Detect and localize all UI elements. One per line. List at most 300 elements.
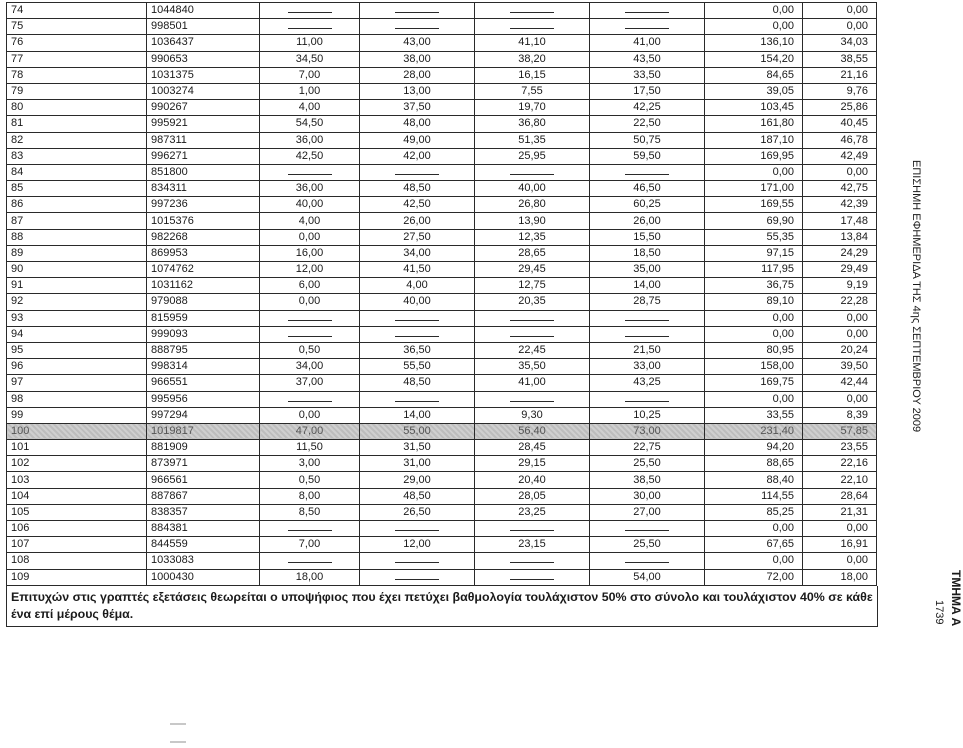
blank-score-line	[288, 521, 332, 531]
candidate-id: 996271	[147, 148, 260, 164]
average-score: 0,00	[803, 3, 877, 19]
blank-score-line	[625, 19, 669, 29]
score-topic-4: 41,00	[590, 35, 705, 51]
table-row	[7, 51, 877, 67]
table-row	[7, 229, 877, 245]
blank-score-line	[625, 327, 669, 337]
score-topic-1: 0,50	[260, 342, 360, 358]
total-score: 0,00	[705, 19, 803, 35]
score-topic-4: 46,50	[590, 181, 705, 197]
table-row	[7, 19, 877, 35]
score-topic-2: 14,00	[360, 407, 475, 423]
blank-score-line	[510, 3, 554, 13]
row-number: 86	[7, 197, 147, 213]
average-score: 40,45	[803, 116, 877, 132]
candidate-id: 982268	[147, 229, 260, 245]
score-topic-1: 11,50	[260, 440, 360, 456]
score-topic-4	[590, 310, 705, 326]
score-topic-2: 55,50	[360, 359, 475, 375]
score-topic-3: 23,25	[475, 504, 590, 520]
score-topic-2: 4,00	[360, 278, 475, 294]
candidate-id: 884381	[147, 521, 260, 537]
section-label: ΤΜΗΜΑ Α	[949, 570, 963, 627]
blank-score-line	[395, 311, 439, 321]
score-topic-2: 31,00	[360, 456, 475, 472]
candidate-id: 1015376	[147, 213, 260, 229]
score-topic-2	[360, 164, 475, 180]
row-number: 99	[7, 407, 147, 423]
total-score: 88,65	[705, 456, 803, 472]
candidate-id: 844559	[147, 537, 260, 553]
total-score: 0,00	[705, 310, 803, 326]
score-topic-1: 16,00	[260, 245, 360, 261]
blank-score-line	[625, 553, 669, 563]
blank-score-line	[395, 392, 439, 402]
total-score: 103,45	[705, 100, 803, 116]
score-topic-1: 8,00	[260, 488, 360, 504]
table-row	[7, 537, 877, 553]
candidate-id: 997294	[147, 407, 260, 423]
average-score: 16,91	[803, 537, 877, 553]
table-row	[7, 100, 877, 116]
blank-score-line	[395, 570, 439, 580]
row-number: 109	[7, 569, 147, 585]
candidate-id: 966561	[147, 472, 260, 488]
blank-score-line	[288, 311, 332, 321]
blank-score-line	[288, 392, 332, 402]
table-row	[7, 148, 877, 164]
score-topic-3: 28,05	[475, 488, 590, 504]
row-number: 93	[7, 310, 147, 326]
score-topic-1: 34,50	[260, 51, 360, 67]
candidate-id: 1031375	[147, 67, 260, 83]
score-topic-1: 1,00	[260, 83, 360, 99]
table-row	[7, 391, 877, 407]
row-number: 80	[7, 100, 147, 116]
blank-score-line	[510, 19, 554, 29]
average-score: 24,29	[803, 245, 877, 261]
score-topic-1: 12,00	[260, 262, 360, 278]
row-number: 87	[7, 213, 147, 229]
blank-score-line	[625, 165, 669, 175]
candidate-id: 966551	[147, 375, 260, 391]
row-number: 81	[7, 116, 147, 132]
blank-score-line	[288, 165, 332, 175]
row-number: 83	[7, 148, 147, 164]
score-topic-4: 17,50	[590, 83, 705, 99]
row-number: 77	[7, 51, 147, 67]
table-row	[7, 423, 877, 439]
total-score: 72,00	[705, 569, 803, 585]
total-score: 0,00	[705, 553, 803, 569]
average-score: 42,44	[803, 375, 877, 391]
score-topic-3	[475, 19, 590, 35]
results-sheet	[6, 2, 876, 627]
score-topic-4: 22,50	[590, 116, 705, 132]
blank-score-line	[510, 553, 554, 563]
average-score: 0,00	[803, 553, 877, 569]
table-row	[7, 472, 877, 488]
table-row	[7, 342, 877, 358]
candidate-id: 995956	[147, 391, 260, 407]
score-topic-4: 28,75	[590, 294, 705, 310]
score-topic-2: 34,00	[360, 245, 475, 261]
score-topic-2: 36,50	[360, 342, 475, 358]
row-number: 104	[7, 488, 147, 504]
total-score: 158,00	[705, 359, 803, 375]
score-topic-3	[475, 553, 590, 569]
score-topic-4	[590, 164, 705, 180]
average-score: 17,48	[803, 213, 877, 229]
average-score: 9,19	[803, 278, 877, 294]
score-topic-4	[590, 3, 705, 19]
blank-score-line	[395, 521, 439, 531]
table-row	[7, 407, 877, 423]
score-topic-4	[590, 391, 705, 407]
total-score: 231,40	[705, 423, 803, 439]
score-topic-2: 28,00	[360, 67, 475, 83]
average-score: 18,00	[803, 569, 877, 585]
total-score: 0,00	[705, 3, 803, 19]
total-score: 69,90	[705, 213, 803, 229]
score-topic-1	[260, 521, 360, 537]
score-topic-4: 33,50	[590, 67, 705, 83]
table-row	[7, 213, 877, 229]
row-number: 91	[7, 278, 147, 294]
score-topic-4: 42,25	[590, 100, 705, 116]
score-topic-1: 7,00	[260, 67, 360, 83]
total-score: 169,55	[705, 197, 803, 213]
average-score: 22,16	[803, 456, 877, 472]
table-row	[7, 456, 877, 472]
total-score: 161,80	[705, 116, 803, 132]
score-topic-1	[260, 391, 360, 407]
score-topic-1: 0,00	[260, 294, 360, 310]
candidate-id: 873971	[147, 456, 260, 472]
total-score: 169,75	[705, 375, 803, 391]
score-topic-3: 19,70	[475, 100, 590, 116]
score-topic-4	[590, 19, 705, 35]
score-topic-4: 38,50	[590, 472, 705, 488]
score-topic-3: 29,45	[475, 262, 590, 278]
score-topic-1: 4,00	[260, 100, 360, 116]
total-score: 33,55	[705, 407, 803, 423]
score-topic-2	[360, 553, 475, 569]
table-row	[7, 262, 877, 278]
score-topic-2: 42,00	[360, 148, 475, 164]
average-score: 34,03	[803, 35, 877, 51]
row-number: 79	[7, 83, 147, 99]
total-score: 0,00	[705, 391, 803, 407]
score-topic-2	[360, 391, 475, 407]
table-row	[7, 359, 877, 375]
score-topic-1: 7,00	[260, 537, 360, 553]
total-score: 0,00	[705, 521, 803, 537]
score-topic-4: 15,50	[590, 229, 705, 245]
row-number: 100	[7, 423, 147, 439]
total-score: 94,20	[705, 440, 803, 456]
average-score: 25,86	[803, 100, 877, 116]
average-score: 39,50	[803, 359, 877, 375]
candidate-id: 998314	[147, 359, 260, 375]
table-row	[7, 245, 877, 261]
score-topic-2: 12,00	[360, 537, 475, 553]
average-score: 22,10	[803, 472, 877, 488]
score-topic-2: 55,00	[360, 423, 475, 439]
score-topic-2	[360, 310, 475, 326]
blank-score-line	[288, 553, 332, 563]
score-topic-4: 21,50	[590, 342, 705, 358]
score-topic-4	[590, 521, 705, 537]
total-score: 39,05	[705, 83, 803, 99]
score-topic-3: 51,35	[475, 132, 590, 148]
total-score: 88,40	[705, 472, 803, 488]
score-topic-3: 12,35	[475, 229, 590, 245]
score-topic-3: 13,90	[475, 213, 590, 229]
row-number: 107	[7, 537, 147, 553]
score-topic-4: 33,00	[590, 359, 705, 375]
total-score: 85,25	[705, 504, 803, 520]
blank-score-line	[510, 311, 554, 321]
score-topic-1: 54,50	[260, 116, 360, 132]
score-topic-1	[260, 19, 360, 35]
candidate-id: 987311	[147, 132, 260, 148]
score-topic-2	[360, 521, 475, 537]
score-topic-3: 20,40	[475, 472, 590, 488]
candidate-id: 1033083	[147, 553, 260, 569]
average-score: 23,55	[803, 440, 877, 456]
blank-score-line	[395, 165, 439, 175]
blank-score-line	[288, 3, 332, 13]
table-row	[7, 326, 877, 342]
score-topic-3: 41,10	[475, 35, 590, 51]
score-topic-1: 4,00	[260, 213, 360, 229]
row-number: 94	[7, 326, 147, 342]
score-topic-2: 40,00	[360, 294, 475, 310]
score-topic-1	[260, 326, 360, 342]
total-score: 36,75	[705, 278, 803, 294]
score-topic-2: 38,00	[360, 51, 475, 67]
row-number: 96	[7, 359, 147, 375]
candidate-id: 998501	[147, 19, 260, 35]
score-topic-1: 42,50	[260, 148, 360, 164]
score-topic-4: 43,25	[590, 375, 705, 391]
score-topic-2: 48,50	[360, 181, 475, 197]
row-number: 105	[7, 504, 147, 520]
score-topic-3	[475, 569, 590, 585]
average-score: 8,39	[803, 407, 877, 423]
candidate-id: 1019817	[147, 423, 260, 439]
score-topic-3	[475, 164, 590, 180]
score-topic-4: 25,50	[590, 537, 705, 553]
score-topic-1	[260, 3, 360, 19]
table-row	[7, 132, 877, 148]
score-topic-3: 36,80	[475, 116, 590, 132]
score-topic-3: 28,45	[475, 440, 590, 456]
blank-score-line	[625, 392, 669, 402]
average-score: 22,28	[803, 294, 877, 310]
success-criteria-note: Επιτυχών στις γραπτές εξετάσεις θεωρείται ο υποψήφιος που έχει πετύχει βαθμολογία τουλάχιστον 50% στο σύνολο και τουλάχιστον 40% σε κάθε ένα επί μέρους θέμα.	[6, 586, 878, 627]
total-score: 169,95	[705, 148, 803, 164]
candidate-id: 1031162	[147, 278, 260, 294]
score-topic-4: 59,50	[590, 148, 705, 164]
table-row	[7, 488, 877, 504]
table-row	[7, 164, 877, 180]
row-number: 103	[7, 472, 147, 488]
total-score: 84,65	[705, 67, 803, 83]
score-topic-2: 48,50	[360, 375, 475, 391]
row-number: 102	[7, 456, 147, 472]
candidate-id: 869953	[147, 245, 260, 261]
total-score: 0,00	[705, 164, 803, 180]
gazette-title: ΕΠΙΣΗΜΗ ΕΦΗΜΕΡΙΔΑ ΤΗΣ 4ης ΣΕΠΤΕΜΒΡΙΟΥ 2009	[910, 160, 922, 433]
table-row	[7, 310, 877, 326]
score-topic-1: 34,00	[260, 359, 360, 375]
table-row	[7, 521, 877, 537]
row-number: 108	[7, 553, 147, 569]
score-topic-3: 22,45	[475, 342, 590, 358]
score-topic-4: 73,00	[590, 423, 705, 439]
score-topic-3: 56,40	[475, 423, 590, 439]
average-score: 20,24	[803, 342, 877, 358]
score-topic-1: 40,00	[260, 197, 360, 213]
score-topic-2: 41,50	[360, 262, 475, 278]
results-table	[6, 2, 877, 586]
total-score: 80,95	[705, 342, 803, 358]
score-topic-2: 48,50	[360, 488, 475, 504]
total-score: 187,10	[705, 132, 803, 148]
results-table-body	[7, 3, 877, 586]
table-row	[7, 553, 877, 569]
blank-score-line	[288, 19, 332, 29]
table-row	[7, 278, 877, 294]
page-number: 1739	[933, 600, 945, 625]
score-topic-3: 40,00	[475, 181, 590, 197]
candidate-id: 888795	[147, 342, 260, 358]
score-topic-3	[475, 521, 590, 537]
score-topic-3	[475, 310, 590, 326]
blank-score-line	[510, 327, 554, 337]
score-topic-1: 0,50	[260, 472, 360, 488]
table-row	[7, 294, 877, 310]
score-topic-3	[475, 326, 590, 342]
score-topic-1	[260, 164, 360, 180]
score-topic-1: 11,00	[260, 35, 360, 51]
average-score: 28,64	[803, 488, 877, 504]
table-row	[7, 197, 877, 213]
blank-score-line	[288, 327, 332, 337]
score-topic-1: 47,00	[260, 423, 360, 439]
average-score: 42,39	[803, 197, 877, 213]
blank-score-line	[395, 327, 439, 337]
score-topic-3: 7,55	[475, 83, 590, 99]
score-topic-2	[360, 19, 475, 35]
candidate-id: 881909	[147, 440, 260, 456]
blank-score-line	[510, 570, 554, 580]
score-topic-1: 18,00	[260, 569, 360, 585]
score-topic-2	[360, 3, 475, 19]
blank-score-line	[625, 521, 669, 531]
row-number: 89	[7, 245, 147, 261]
candidate-id: 834311	[147, 181, 260, 197]
row-number: 84	[7, 164, 147, 180]
score-topic-3: 23,15	[475, 537, 590, 553]
score-topic-4	[590, 326, 705, 342]
row-number: 78	[7, 67, 147, 83]
row-number: 106	[7, 521, 147, 537]
table-row	[7, 569, 877, 585]
score-topic-1: 0,00	[260, 407, 360, 423]
score-topic-4: 43,50	[590, 51, 705, 67]
row-number: 90	[7, 262, 147, 278]
total-score: 97,15	[705, 245, 803, 261]
score-topic-4: 26,00	[590, 213, 705, 229]
candidate-id: 1000430	[147, 569, 260, 585]
row-number: 82	[7, 132, 147, 148]
score-topic-1	[260, 553, 360, 569]
table-row	[7, 440, 877, 456]
score-topic-2: 49,00	[360, 132, 475, 148]
score-topic-3	[475, 391, 590, 407]
score-topic-4: 27,00	[590, 504, 705, 520]
average-score: 42,49	[803, 148, 877, 164]
score-topic-3: 41,00	[475, 375, 590, 391]
score-topic-4: 10,25	[590, 407, 705, 423]
score-topic-2	[360, 326, 475, 342]
blank-score-line	[510, 165, 554, 175]
average-score: 13,84	[803, 229, 877, 245]
table-row	[7, 181, 877, 197]
row-number: 76	[7, 35, 147, 51]
total-score: 114,55	[705, 488, 803, 504]
score-topic-2: 13,00	[360, 83, 475, 99]
candidate-id: 1003274	[147, 83, 260, 99]
score-topic-1: 37,00	[260, 375, 360, 391]
score-topic-3: 12,75	[475, 278, 590, 294]
score-topic-4: 30,00	[590, 488, 705, 504]
score-topic-4: 25,50	[590, 456, 705, 472]
table-row	[7, 83, 877, 99]
score-topic-2: 37,50	[360, 100, 475, 116]
score-topic-2: 42,50	[360, 197, 475, 213]
blank-score-line	[625, 3, 669, 13]
average-score: 0,00	[803, 19, 877, 35]
average-score: 57,85	[803, 423, 877, 439]
blank-score-line	[625, 311, 669, 321]
table-row	[7, 116, 877, 132]
score-topic-1: 8,50	[260, 504, 360, 520]
average-score: 46,78	[803, 132, 877, 148]
average-score: 42,75	[803, 181, 877, 197]
total-score: 154,20	[705, 51, 803, 67]
score-topic-2	[360, 569, 475, 585]
table-row	[7, 504, 877, 520]
score-topic-3: 9,30	[475, 407, 590, 423]
blank-score-line	[395, 19, 439, 29]
score-topic-1: 6,00	[260, 278, 360, 294]
candidate-id: 851800	[147, 164, 260, 180]
score-topic-3: 26,80	[475, 197, 590, 213]
row-number: 101	[7, 440, 147, 456]
average-score: 0,00	[803, 310, 877, 326]
candidate-id: 1036437	[147, 35, 260, 51]
average-score: 21,31	[803, 504, 877, 520]
score-topic-3: 20,35	[475, 294, 590, 310]
score-topic-4: 60,25	[590, 197, 705, 213]
candidate-id: 995921	[147, 116, 260, 132]
total-score: 0,00	[705, 326, 803, 342]
average-score: 38,55	[803, 51, 877, 67]
